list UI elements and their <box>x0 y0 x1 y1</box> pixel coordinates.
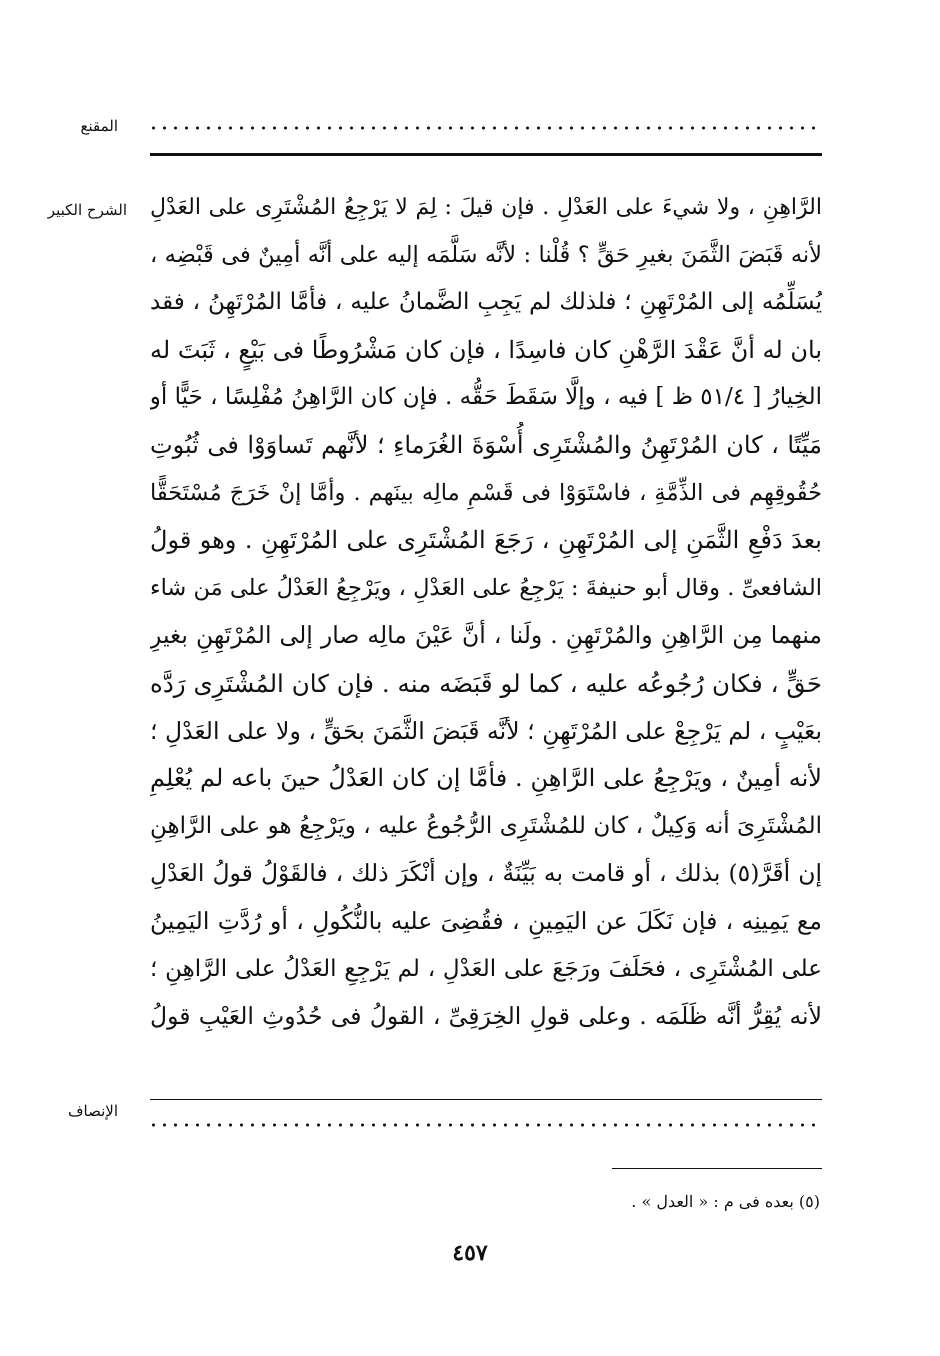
text-line: يُسَلِّمُه إلى المُرْتَهِنِ ؛ فلذلك لم يَجِبِ الضَّمانُ عليه ، فأمَّا المُرْتَهِنُ ، فقد <box>150 289 822 316</box>
text-line: بان له أنَّ عَقْدَ الرَّهْنِ كان فاسِدًا ، فإن كان مَشْرُوطًا فى بَيْعٍ ، ثَبَتَ له <box>150 335 822 364</box>
text-line: المُشْتَرِىَ أنه وَكِيلٌ ، كان للمُشْتَرِى الرُّجُوعُ عليه ، ويَرْجِعُ هو على الرَّاهِنِ <box>150 812 822 839</box>
side-label-insaf: الإنصاف <box>67 1102 118 1120</box>
text-line: مَيِّتًا ، كان المُرْتَهِنُ والمُشْتَرِى أُسْوَةَ الغُرَماءِ ؛ لأنَّهم تَساوَوْا فى ثُبُوتِ <box>150 430 822 459</box>
text-line: الشافعىِّ . وقال أبو حنيفةَ : يَرْجِعُ على العَدْلِ ، ويَرْجِعُ العَدْلُ على مَن شاء <box>150 574 822 601</box>
text-line: لأنه يُقِرُّ أنَّه ظَلَمَه . وعلى قولِ الخِرَقِىِّ ، القولُ فى حُدُوثِ العَيْبِ قولُ <box>150 1002 822 1031</box>
text-line: حُقُوقِهِم فى الذِّمَّةِ ، فاسْتَوَوْا فى قَسْمِ مالِه بينَهم . وأمَّا إنْ خَرَجَ مُسْتَحَقًّا <box>150 479 822 506</box>
text-line: مع يَمِينِه ، فإن نَكَلَ عن اليَمِينِ ، فقُضِىَ عليه بالنُّكُولِ ، أو رُدَّتِ اليَمِينُ <box>150 906 822 935</box>
footer-rule <box>150 1099 822 1100</box>
text-line: الخِيارُ [ ٥١/٤ ظ ] فيه ، وإلَّا سَقَطَ حَقُّه . فإن كان الرَّاهِنُ مُفْلِسًا ، حَيًّا أو <box>150 384 822 411</box>
footer-dotted-line <box>148 1123 820 1127</box>
text-line: منهما مِن الرَّاهِنِ والمُرْتَهِنِ . ولَنا ، أنَّ عَيْنَ مالِه صار إلى المُرْتَهِنِ بغيرِ <box>150 621 822 650</box>
header-rule <box>150 153 822 156</box>
side-label-sharh: الشرح الكبير <box>47 201 127 219</box>
header-dotted-line <box>148 126 820 130</box>
text-line: على المُشْتَرِى ، فحَلَفَ ورَجَعَ على العَدْلِ ، لم يَرْجِعِ العَدْلُ على الرَّاهِنِ ؛ <box>150 955 822 982</box>
footnote: (٥) بعده فى م : « العدل » . <box>631 1192 820 1211</box>
header-label-muqni: المقنع <box>80 117 118 135</box>
page-number: ٤٥٧ <box>452 1240 488 1266</box>
text-line: لأنه قَبَضَ الثَّمَنَ بغيرِ حَقٍّ ؟ قُلْنا : لأنَّه سَلَّمَه إليه على أنَّه أمِينٌ فى قَبْضِه ، <box>150 241 822 268</box>
text-line: الرَّاهِنِ ، ولا شيءَ على العَدْلِ . فإن قيلَ : لِمَ لا يَرْجِعُ المُشْتَرِى على العَدْلِ <box>150 195 822 220</box>
footnote-rule <box>612 1168 822 1169</box>
text-line: إن أقَرَّ(٥) بذلك ، أو قامت به بَيِّنَةٌ ، وإن أنْكَرَ ذلك ، فالقَوْلُ قولُ العَدْلِ <box>150 859 822 888</box>
text-line: لأنه أمِينٌ ، ويَرْجِعُ على الرَّاهِنِ . فأمَّا إن كان العَدْلُ حينَ باعه لم يُعْلِمِ <box>150 764 822 793</box>
main-text-block <box>150 184 822 1041</box>
text-line: بعدَ دَفْعِ الثَّمَنِ إلى المُرْتَهِنِ ، رَجَعَ المُشْتَرِى على المُرْتَهِنِ . وهو قولُ <box>150 526 822 555</box>
text-line: بعَيْبٍ ، لم يَرْجِعْ على المُرْتَهِنِ ؛ لأنَّه قَبَضَ الثَّمَنَ بحَقٍّ ، ولا على العَدْلِ ؛ <box>150 716 822 745</box>
text-line: حَقٍّ ، فكان رُجُوعُه عليه ، كما لو قَبَضَه منه . فإن كان المُشْتَرِى رَدَّه <box>150 668 822 698</box>
